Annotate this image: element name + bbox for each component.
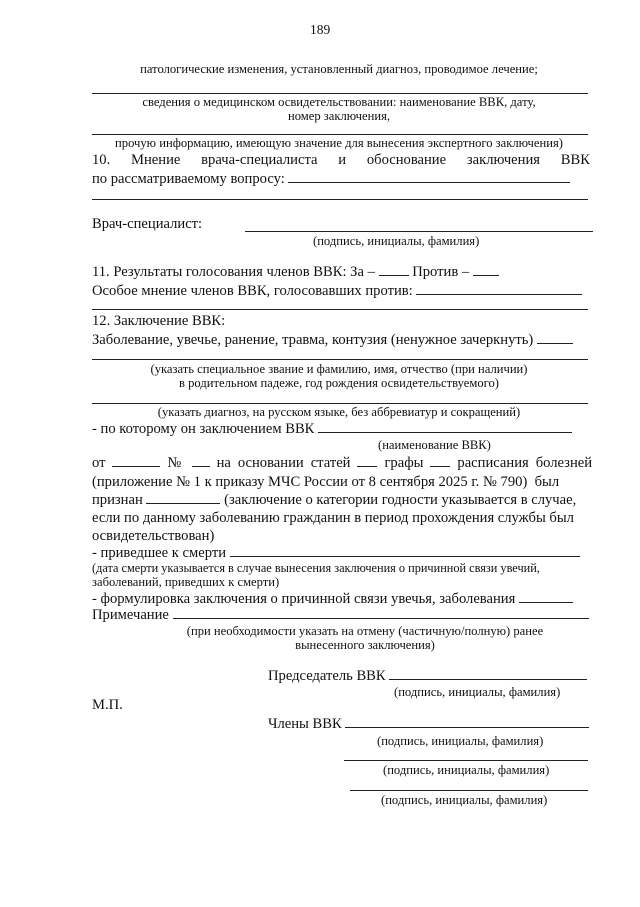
vvk-name-hint: (наименование ВВК) <box>378 438 491 452</box>
hint-line: в родительном падеже, год рождения освидетельствуемого) <box>179 376 499 390</box>
basis-line: от № на основании статей графы расписания болезней <box>92 455 593 471</box>
death-line: - приведшее к смерти <box>92 544 580 562</box>
death-hint: (дата смерти указывается в случае вынесения заключения о причинной связи увечий, <box>92 561 540 575</box>
appendix-line: (приложение № 1 к приказу МЧС России от 8 сентября 2025 г. № 790) был <box>92 474 560 490</box>
dissent-line: Особое мнение членов ВВК, голосовавших против: <box>92 282 582 300</box>
input-underline[interactable] <box>288 170 570 183</box>
dissent-field[interactable] <box>416 282 582 295</box>
note-field[interactable] <box>173 606 589 619</box>
doctor-label: Врач-специалист: <box>92 216 203 232</box>
section-10-heading: 10. Мнение врача-специалиста и обоснование заключения ВВК <box>92 152 590 168</box>
section-10-line: по рассматриваемому вопросу: <box>92 170 570 188</box>
death-date-field[interactable] <box>230 544 580 557</box>
blank-line <box>92 93 588 94</box>
signature-hint: (подпись, инициалы, фамилия) <box>394 685 561 699</box>
votes-for-field[interactable] <box>379 263 409 276</box>
section-11-line: 11. Результаты голосования членов ВВК: За – Против – <box>92 263 499 281</box>
vvk-name-field[interactable] <box>318 420 572 433</box>
signature-hint: (подпись, инициалы, фамилия) <box>377 734 544 748</box>
hint-line: (указать диагноз, на русском языке, без аббревиатур и сокращений) <box>157 405 521 419</box>
blank-line <box>92 134 588 135</box>
note-line: Примечание <box>92 606 589 624</box>
section-12-heading: 12. Заключение ВВК: <box>92 313 226 329</box>
members-line: Члены ВВК <box>268 715 589 733</box>
note-hint: (при необходимости указать на отмену (частичную/полную) ранее <box>186 624 544 638</box>
category-field[interactable] <box>146 491 220 504</box>
paragraph-line: если по данному заболеванию гражданин в период прохождения службы был <box>92 510 574 526</box>
hint-line: патологические изменения, установленный диагноз, проводимое лечение; <box>140 62 538 76</box>
death-hint: заболеваний, приведших к смерти) <box>92 575 280 589</box>
member-signature-line[interactable] <box>350 790 588 791</box>
hint-line: (указать специальное звание и фамилию, имя, отчество (при наличии) <box>150 362 528 376</box>
hint-line: прочую информацию, имеющую значение для вынесения экспертного заключения) <box>115 136 563 150</box>
blank-line <box>92 359 588 360</box>
seal-mark: М.П. <box>92 697 123 713</box>
votes-against-field[interactable] <box>473 263 499 276</box>
note-hint: вынесенного заключения) <box>295 638 435 652</box>
number-field[interactable] <box>192 454 210 467</box>
member-signature-field[interactable] <box>345 715 589 728</box>
chairman-signature-field[interactable] <box>389 667 587 680</box>
doctor-signature-line <box>245 231 593 232</box>
paragraph-line: освидетельствован) <box>92 528 215 544</box>
blank-line <box>92 199 588 200</box>
wording-field[interactable] <box>519 590 573 603</box>
column-field[interactable] <box>430 454 450 467</box>
recognized-line: признан (заключение о категории годности указывается в случае, <box>92 492 577 508</box>
signature-hint: (подпись, инициалы, фамилия) <box>383 763 550 777</box>
signature-hint: (подпись, инициалы, фамилия) <box>381 793 548 807</box>
page-number: 189 <box>310 22 331 37</box>
chairman-line: Председатель ВВК <box>268 667 587 685</box>
vvk-conclusion-line: - по которому он заключением ВВК <box>92 420 572 438</box>
diagnosis-type-field[interactable] <box>537 331 573 344</box>
blank-line <box>92 309 588 310</box>
article-field[interactable] <box>357 454 377 467</box>
diagnosis-type-line: Заболевание, увечье, ранение, травма, контузия (ненужное зачеркнуть) <box>92 331 573 349</box>
signature-hint: (подпись, инициалы, фамилия) <box>313 234 480 248</box>
hint-line: сведения о медицинском освидетельствовании: наименование ВВК, дату, <box>142 95 536 109</box>
date-field[interactable] <box>112 454 160 467</box>
member-signature-line[interactable] <box>344 760 588 761</box>
hint-line: номер заключения, <box>287 109 391 123</box>
blank-line <box>92 403 588 404</box>
wording-line: - формулировка заключения о причинной связи увечья, заболевания <box>92 590 573 608</box>
